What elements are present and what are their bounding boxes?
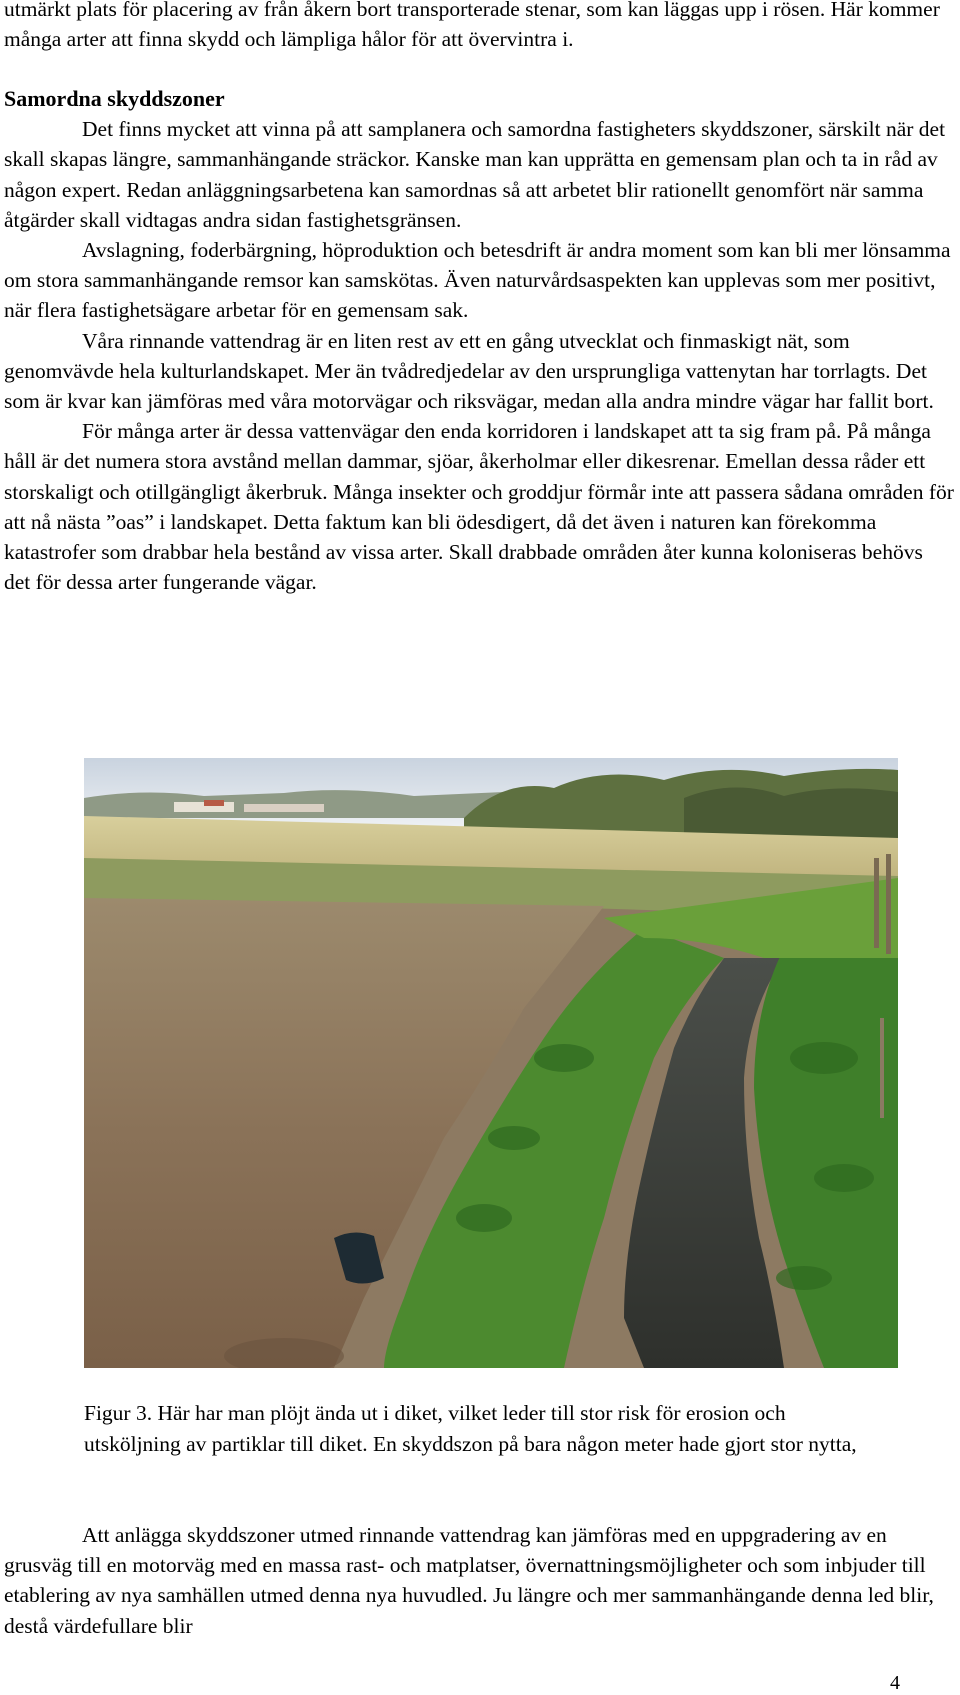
- body-paragraph: Det finns mycket att vinna på att samplanera och samordna fastigheters skyddszoner, särskilt när det skall skapas längre, sammanhängande sträckor. Kanske man kan upprätta en gemensam plan och ta in råd av någon expert. Redan anläggningsarbetena kan samordnas så att arbetet blir rationellt genomfört när samma åtgärder skall vidtagas andra sidan fastighetsgränsen.: [4, 117, 946, 232]
- intro-paragraph: utmärkt plats för placering av från åkern bort transporterade stenar, som kan läggas upp i rösen. Här kommer många arter att finna skydd och lämpliga hålor för att övervintra i.: [4, 0, 940, 52]
- figure-caption: Figur 3. Här har man plöjt ända ut i diket, vilket leder till stor risk för erosion och utsköljning av partiklar till diket. En skyddszon på bara någon meter hade gjort stor nytta,: [84, 1401, 857, 1456]
- body-paragraph: Avslagning, foderbärgning, höproduktion och betesdrift är andra moment som kan bli mer lönsamma om stora sammanhängande remsor kan samskötas. Även naturvårdsaspekten kan upplevas som mer positivt, när flera fastighetsägare arbetar för en gemensam sak.: [4, 238, 951, 323]
- section-heading: Samordna skyddszoner: [4, 86, 225, 111]
- figure-photo: [84, 758, 898, 1368]
- body-paragraph: Våra rinnande vattendrag är en liten rest av ett en gång utvecklat och finmaskigt nät, som genomvävde hela kulturlandskapet. Mer än tvådredjedelar av den ursprungliga vattenytan har torrlagts. Det som är kvar kan jämföras med våra motorvägar och riksvägar, medan alla andra mindre vägar har fallit bort.: [4, 328, 934, 414]
- closing-block: [4, 1520, 954, 1641]
- field-ditch-photo: [84, 758, 898, 1368]
- intro-block: [4, 0, 954, 54]
- closing-paragraph: Att anlägga skyddszoner utmed rinnande vattendrag kan jämföras med en uppgradering av en grusväg till en motorväg med en massa rast- och matplatser, övernattningsmöjligheter och som inbjuder till etablering av nya samhällen utmed denna nya huvudled. Ju längre och mer sammanhängande denna led blir, destå värdefullare blir: [4, 1523, 934, 1638]
- body-paragraph: För många arter är dessa vattenvägar den enda korridoren i landskapet att ta sig fram på. På många håll är det numera stora avstånd mellan dammar, sjöar, åkerholmar eller dikesrenar. Emellan dessa råder ett storskaligt och otillgängligt åkerbruk. Många insekter och groddjur förmår inte att passera sådana områden för att nå nästa ”oas” i landskapet. Detta faktum kan bli ödesdigert, då det även i naturen kan förekomma katastrofer som drabbar hela bestånd av vissa arter. Skall drabbade områden åter kunna koloniseras behövs det för dessa arter fungerande vägar.: [4, 419, 954, 595]
- page-number: 4: [890, 1672, 900, 1694]
- section-samordna-skyddszoner: [4, 84, 954, 597]
